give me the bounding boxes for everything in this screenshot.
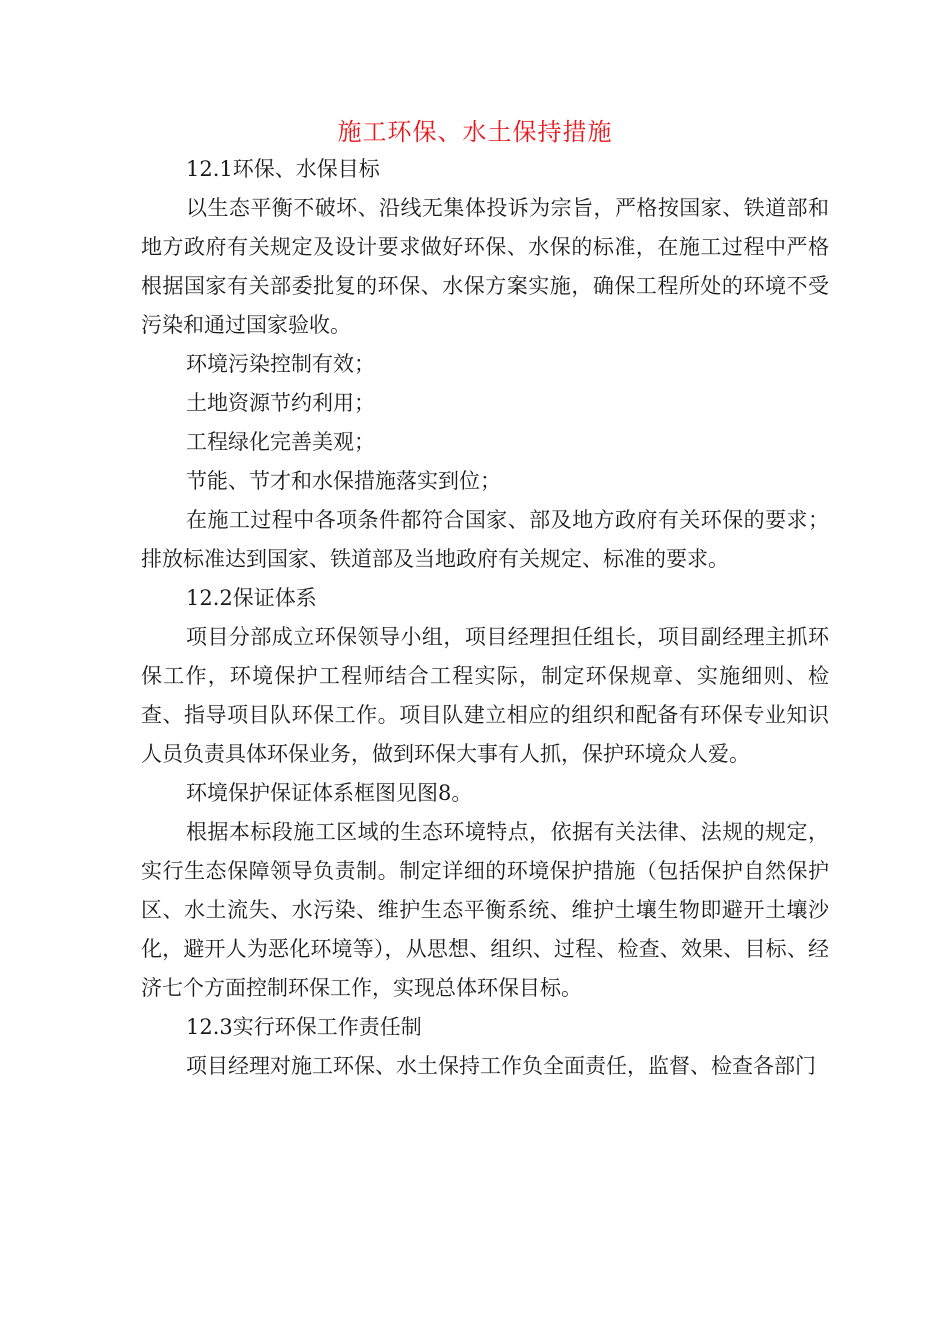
paragraph-requirements: 在施工过程中各项条件都符合国家、部及地方政府有关环保的要求；排放标准达到国家、铁道部及当地政府有关规定、标准的要求。 [141,508,829,571]
list-item: 土地资源节约利用； [186,391,375,415]
list-item: 工程绿化完善美观； [186,430,375,454]
paragraph-goal: 以生态平衡不破坏、沿线无集体投诉为宗旨，严格按国家、铁道部和地方政府有关规定及设计要求做好环保、水保的标准，在施工过程中严格根据国家有关部委批复的环保、水保方案实施，确保工程所处的环境不受污染和通过国家验收。 [141,196,829,337]
paragraph-figure-ref: 环境保护保证体系框图见图8。 [186,781,473,805]
section-heading-12-3: 12.3实行环保工作责任制 [186,1015,422,1039]
list-item: 节能、节才和水保措施落实到位； [186,469,501,493]
section-heading-12-1: 12.1环保、水保目标 [186,157,380,181]
paragraph-organization: 项目分部成立环保领导小组，项目经理担任组长，项目副经理主抓环保工作，环境保护工程师结合工程实际，制定环保规章、实施细则、检查、指导项目队环保工作。项目队建立相应的组织和配备有环保专业知识人员负责具体环保业务，做到环保大事有人抓，保护环境众人爱。 [141,625,829,766]
section-heading-12-2: 12.2保证体系 [186,586,317,610]
document-body [141,150,829,1086]
list-item: 环境污染控制有效； [186,352,375,376]
document-title: 施工环保、水土保持措施 [337,118,613,146]
paragraph-responsibility: 项目经理对施工环保、水土保持工作负全面责任，监督、检查各部门 [186,1054,816,1078]
paragraph-measures: 根据本标段施工区域的生态环境特点，依据有关法律、法规的规定，实行生态保障领导负责制。制定详细的环境保护措施（包括保护自然保护区、水土流失、水污染、维护生态平衡系统、维护土壤生物即避开土壤沙化，避开人为恶化环境等），从思想、组织、过程、检查、效果、目标、经济七个方面控制环保工作，实现总体环保目标。 [141,820,829,1000]
